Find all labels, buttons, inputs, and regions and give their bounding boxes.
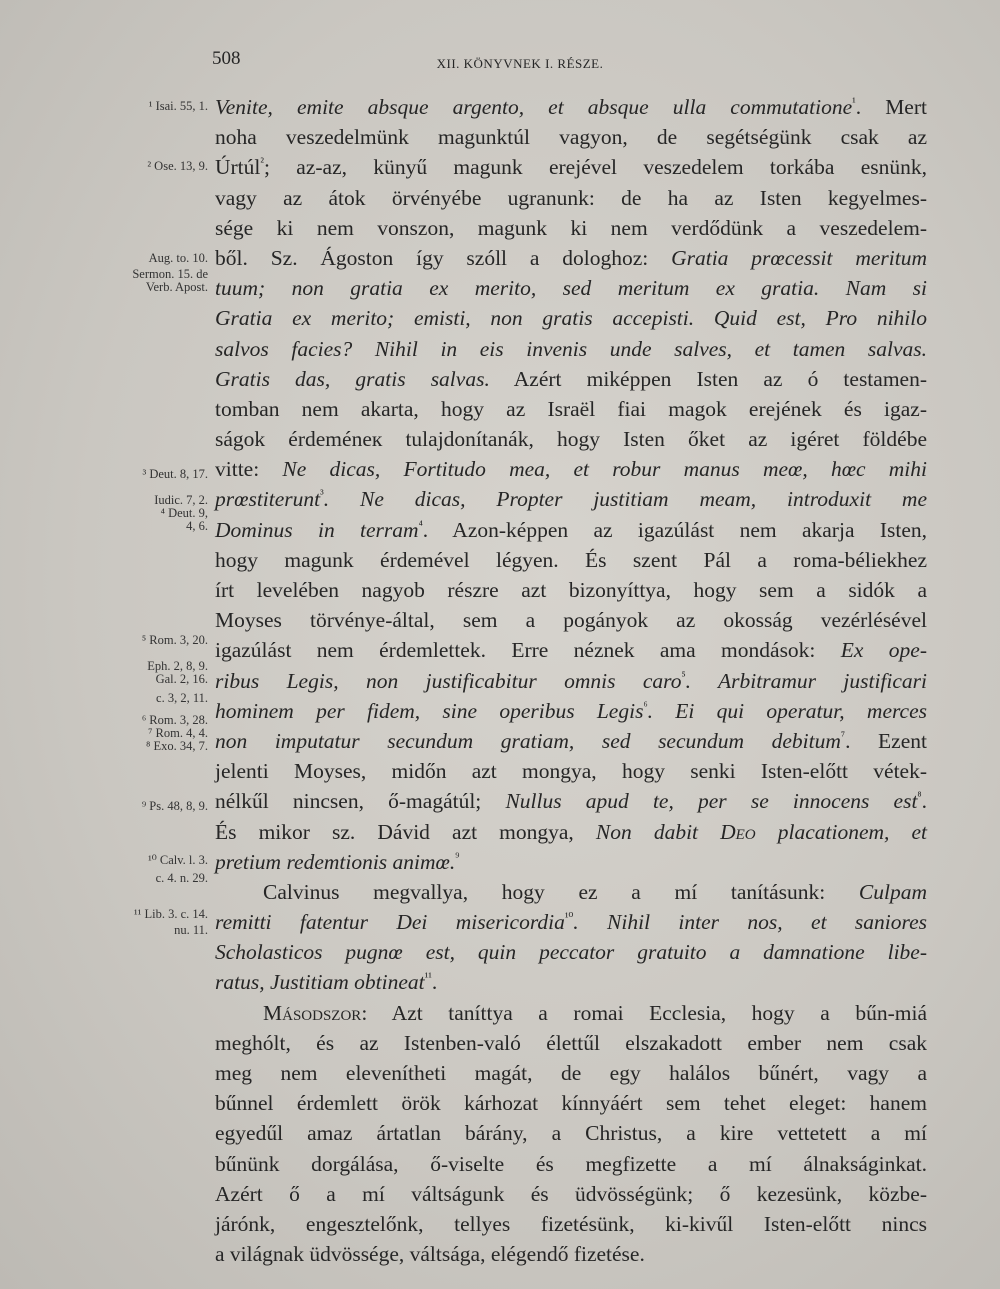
margin-note: Aug. to. 10. xyxy=(148,251,208,265)
text-line: bűnnel érdemlett örök kárhozat kínnyáért sem tehet eleget: hanem xyxy=(215,1091,927,1116)
text-line: meghólt, és az Istenben-való élettűl elszakadott ember nem csak xyxy=(215,1030,927,1055)
text-line: tuum; non gratia ex merito, sed meritum ex gratia. Nam si xyxy=(215,276,927,301)
text-line: noha veszedelmünk magunktúl vagyon, de segétségünk csak az xyxy=(215,125,927,150)
text-line: bűnünk dorgálása, ő-viselte és megfizette a mí álnakságinkat. xyxy=(215,1151,927,1176)
text-line: Venite, emite absque argento, et absque ulla commutatione$^{^1}$. Mert xyxy=(215,94,927,119)
text-line: egyedűl amaz ártatlan bárány, a Christus, a kire vettetett a mí xyxy=(215,1121,927,1146)
text-line: salvos facies? Nihil in eis invenis unde salves, et tamen salvas. xyxy=(215,336,927,361)
margin-note: c. 3, 2, 11. xyxy=(156,691,208,705)
margin-note: ¹⁰ Calv. l. 3. xyxy=(147,853,208,867)
text-line: hominem per fidem, sine operibus Legis$^{^6}$. Ei qui operatur, merces xyxy=(215,698,928,723)
margin-note: ¹ Isai. 55, 1. xyxy=(148,99,208,113)
text-line: igazúlást nem érdemlettek. Erre néznek ama mondások: Ex ope- xyxy=(215,638,927,663)
margin-note: ³ Deut. 8, 17. xyxy=(142,467,208,481)
text-line: Úrtúl$^{^2}$; az-az, künyű magunk erejével veszedelem torkába esnünk, xyxy=(215,155,927,180)
text-line: Moyses törvénye-által, sem a pogányok az okosság vezérlésével xyxy=(215,608,927,633)
text-line: vagy az átok örvényébe ugranunk: de ha az Isten kegyelmes- xyxy=(215,185,927,210)
text-line: ből. Sz. Ágoston így szóll a dologhoz: Gratia prœcessit meritum xyxy=(215,245,927,270)
text-line: prœstiterunt$^{^3}$. Ne dicas, Propter justitiam meam, introduxit me xyxy=(215,487,927,512)
margin-note: ¹¹ Lib. 3. c. 14. xyxy=(133,907,208,921)
text-line: meg nem elevenítheti magát, de egy halálos bűnért, vagy a xyxy=(215,1061,927,1085)
page-number: 508 xyxy=(212,48,241,69)
margin-note: ² Ose. 13, 9. xyxy=(147,159,208,173)
text-line: nélkűl nincsen, ő-magátúl; Nullus apud te, per se innocens est$^{^8}$. xyxy=(215,789,927,814)
text-line: sége ki nem vonszon, magunk ki nem verdődünk a veszedelem- xyxy=(215,215,927,240)
margin-note: ⁵ Rom. 3, 20. xyxy=(141,633,208,647)
text-line: jelenti Moyses, midőn azt mongya, hogy senki Isten-előtt vétek- xyxy=(215,759,927,784)
margin-note: Eph. 2, 8, 9. Gal. 2, 16. xyxy=(147,659,208,686)
text-line: Másodszor: Azt taníttya a romai Ecclesia, hogy a bűn-miá xyxy=(263,1000,927,1025)
text-line: ságok érdeméneк tulajdonítanák, hogy Isten őket az igéret földébe xyxy=(215,427,927,452)
text-line: írt levelében nagyob részre azt bizonyíttya, hogy sem a sidók a xyxy=(215,578,927,602)
text-line: Gratis das, gratis salvas. Azért miképpen Isten az ó testamen- xyxy=(215,366,927,391)
text-line: Calvinus megvallya, hogy ez a mí tanításunk: Culpam xyxy=(263,879,927,904)
text-line: járónk, engesztelőnk, tellyes fizetésünk, ki-kivűl Isten-előtt nincs xyxy=(215,1211,927,1236)
margin-note: ⁶ Rom. 3, 28. ⁷ Rom. 4, 4. ⁸ Exo. 34, 7. xyxy=(141,713,208,753)
margin-note: Iudic. 7, 2. ⁴ Deut. 9, 4, 6. xyxy=(154,493,208,533)
text-line: tomban nem akarta, hogy az Israël fiai magok erejének és igaz- xyxy=(215,396,927,421)
text-line: Scholasticos pugnœ est, quin peccator gratuito a damnatione libe- xyxy=(215,940,927,965)
margin-note: ⁹ Ps. 48, 8, 9. xyxy=(141,799,208,813)
text-line: hogy magunk érdemével légyen. És szent Pál a roma-béliekhez xyxy=(215,547,927,572)
text-line: Azért ő a mí váltságunk és üdvösségünk; ő kezesünk, közbe- xyxy=(215,1181,927,1206)
text-line: Dominus in terram$^{^4}$. Azon-képpen az igazúlást nem akarja Isten, xyxy=(215,517,927,542)
text-line: non imputatur secundum gratiam, sed secundum debitum$^{^7}$. Ezent xyxy=(215,728,927,753)
text-line: ribus Legis, non justificabitur omnis caro$^{^5}$. Arbitramur justificari xyxy=(215,668,928,693)
text-line: vitte: Ne dicas, Fortitudo mea, et robur manus meœ, hœc mihi xyxy=(215,457,928,482)
text-line: a világnak üdvössége, váltsága, elégendő fizetése. xyxy=(215,1242,645,1267)
body-text xyxy=(215,92,927,1269)
margin-note: nu. 11. xyxy=(174,923,208,937)
margin-note: Sermon. 15. de Verb. Apost. xyxy=(132,267,208,294)
margin-note: c. 4. n. 29. xyxy=(155,871,208,885)
text-line: Gratia ex merito; emisti, non gratis accepisti. Quid est, Pro nihilo xyxy=(215,306,927,331)
running-title: XII. KÖNYVNEK I. RÉSZE. xyxy=(436,56,604,71)
text-line: ratus, Justitiam obtineat$^{^{11}}$. xyxy=(215,970,438,995)
text-line: pretium redemtionis animœ.$^{^9}$ xyxy=(215,849,460,874)
text-line: És mikor sz. Dávid azt mongya, Non dabit Deo placationem, et xyxy=(215,819,927,844)
text-line: remitti fatentur Dei misericordia$^{^{10}}$. Nihil inter nos, et saniores xyxy=(215,909,927,935)
